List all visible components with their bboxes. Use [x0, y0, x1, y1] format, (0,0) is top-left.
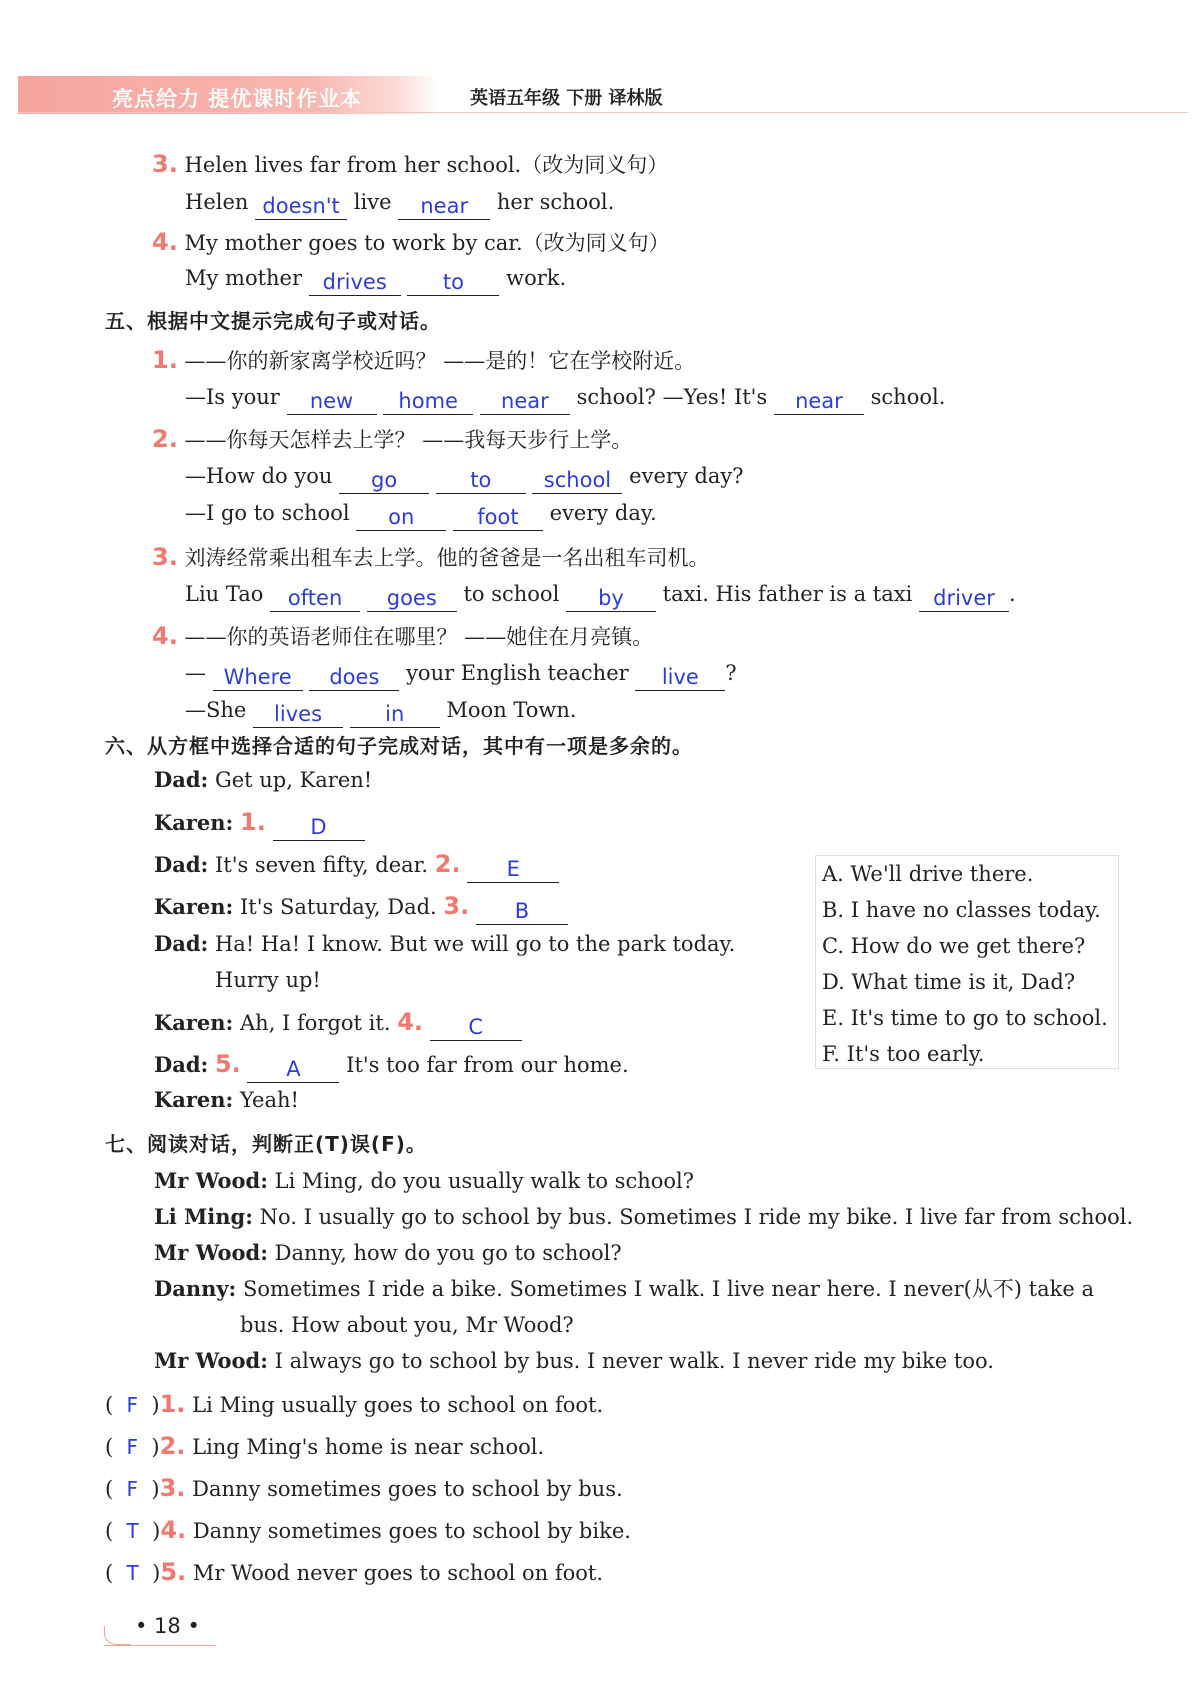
answer-mark: T — [126, 1519, 139, 1543]
text: —How do you — [185, 464, 333, 488]
answer-blank: go — [339, 467, 429, 494]
text: No. I usually go to school by bus. Sometimes I ride my bike. I live far from school. — [259, 1205, 1134, 1229]
reading-line — [154, 1347, 994, 1375]
reading-line-cont: bus. How about you, Mr Wood? — [240, 1313, 574, 1337]
option-c: C. How do we get there? — [822, 934, 1086, 958]
answer-blank: Where — [213, 664, 303, 691]
speaker: Li Ming: — [154, 1204, 253, 1229]
option-b: B. I have no classes today. — [822, 898, 1101, 922]
question-number: 4. — [152, 228, 178, 256]
text: —Is your — [185, 385, 280, 409]
text: It's seven fifty, dear. — [214, 853, 429, 877]
statement: Danny sometimes goes to school by bike. — [192, 1519, 631, 1543]
p5-q2-answer-a — [185, 462, 744, 494]
text: —Yes! It's — [662, 385, 768, 409]
statement: Li Ming usually goes to school on foot. — [192, 1393, 604, 1417]
answer-blank: on — [356, 504, 446, 531]
paren-close: ) — [138, 1561, 161, 1585]
question-text: My mother goes to work by car.（改为同义句） — [184, 231, 670, 255]
text: school. — [870, 385, 946, 409]
question-number: 2. — [159, 1432, 186, 1460]
dialogue-line — [154, 930, 735, 958]
section-6-title: 六、从方框中选择合适的句子完成对话，其中有一项是多余的。 — [105, 734, 693, 758]
text: taxi. His father is a taxi — [662, 582, 913, 606]
speaker: Dad: — [154, 767, 209, 792]
dialogue-line — [154, 808, 365, 841]
answer-mark: F — [126, 1393, 139, 1417]
question-number: 5. — [214, 1050, 241, 1078]
statement: Danny sometimes goes to school by bus. — [192, 1477, 623, 1501]
answer-blank: E — [467, 856, 559, 883]
speaker: Karen: — [154, 810, 234, 835]
text: It's Saturday, Dad. — [240, 895, 437, 919]
answer-blank: D — [273, 814, 365, 841]
answer-blank: home — [383, 388, 473, 415]
answer-mark: T — [126, 1561, 139, 1585]
answer-blank: to — [436, 467, 526, 494]
question-number: 1. — [159, 1390, 186, 1418]
p5-q1-chinese — [152, 346, 695, 375]
text: 刘涛经常乘出租车去上学。他的爸爸是一名出租车司机。 — [184, 546, 710, 570]
dialogue-line — [154, 850, 559, 883]
judgement-item — [105, 1474, 623, 1503]
p5-q3-answer — [185, 580, 1016, 612]
text: school? — [576, 385, 656, 409]
p4-q3-stem — [152, 150, 668, 179]
text: Ha! Ha! I know. But we will go to the park today. — [214, 932, 736, 956]
p5-q4-answer-a — [185, 659, 737, 691]
question-number: 4. — [152, 622, 178, 650]
text: Li Ming, do you usually walk to school? — [274, 1169, 694, 1193]
answer-blank: foot — [453, 504, 543, 531]
section-7-title: 七、阅读对话，判断正(T)误(F)。 — [105, 1132, 427, 1156]
answer-blank: C — [430, 1014, 522, 1041]
text: Get up, Karen! — [214, 768, 373, 792]
option-d: D. What time is it, Dad? — [822, 970, 1076, 994]
speaker: Danny: — [154, 1276, 237, 1301]
text: —She — [185, 698, 247, 722]
text: your English teacher — [406, 661, 629, 685]
text: Yeah! — [240, 1088, 299, 1112]
p5-q4-chinese — [152, 622, 653, 651]
dialogue-line-cont: Hurry up! — [215, 968, 321, 992]
text: ? — [725, 661, 737, 685]
answer-blank: lives — [253, 701, 343, 728]
question-number: 4. — [397, 1008, 424, 1036]
paren-close: ) — [138, 1435, 160, 1459]
text: My mother — [185, 266, 303, 290]
judgement-item — [105, 1516, 631, 1545]
reading-line — [154, 1203, 1133, 1231]
text: —I go to school — [185, 501, 350, 525]
speaker: Mr Wood: — [154, 1168, 268, 1193]
text: Danny, how do you go to school? — [274, 1241, 622, 1265]
answer-blank: near — [398, 193, 490, 220]
text: every day. — [549, 501, 657, 525]
footer-rule — [104, 1645, 216, 1646]
reading-line — [154, 1167, 694, 1195]
paren-open: ( — [105, 1435, 127, 1459]
text: Moon Town. — [446, 698, 577, 722]
text: ——你每天怎样去上学？ ——我每天步行上学。 — [184, 428, 633, 452]
text: I always go to school by bus. I never walk. I never ride my bike too. — [274, 1349, 994, 1373]
text: ——你的新家离学校近吗？ ——是的！它在学校附近。 — [184, 349, 696, 373]
book-info: 英语五年级 下册 译林版 — [470, 88, 663, 109]
dialogue-line — [154, 1086, 299, 1114]
speaker: Karen: — [154, 1010, 234, 1035]
speaker: Dad: — [154, 852, 209, 877]
text: every day? — [629, 464, 744, 488]
dialogue-line — [154, 766, 372, 794]
section-5-title: 五、根据中文提示完成句子或对话。 — [105, 309, 441, 333]
paren-close: ) — [138, 1393, 160, 1417]
text: her school. — [496, 190, 615, 214]
text: It's too far from our home. — [346, 1053, 629, 1077]
answer-blank: driver — [919, 585, 1009, 612]
answer-blank: A — [247, 1056, 339, 1083]
footer-decoration — [104, 1626, 131, 1645]
text: live — [353, 190, 392, 214]
text: Sometimes I ride a bike. Sometimes I walk. I live near here. I never(从不) take a — [243, 1277, 1094, 1301]
question-number: 3. — [152, 150, 178, 178]
question-number: 3. — [152, 543, 178, 571]
answer-blank: school — [532, 467, 622, 494]
speaker: Dad: — [154, 931, 209, 956]
paren-open: ( — [105, 1519, 127, 1543]
p5-q4-answer-b — [185, 696, 577, 728]
answer-blank: to — [407, 269, 499, 296]
question-number: 4. — [160, 1516, 187, 1544]
paren-open: ( — [105, 1561, 127, 1585]
answer-blank: drives — [309, 269, 401, 296]
question-text: Helen lives far from her school.（改为同义句） — [184, 153, 669, 177]
reading-line — [154, 1239, 622, 1267]
statement: Mr Wood never goes to school on foot. — [192, 1561, 604, 1585]
p5-q2-chinese — [152, 425, 632, 454]
option-e: E. It's time to go to school. — [822, 1006, 1108, 1030]
speaker: Karen: — [154, 1087, 234, 1112]
paren-close: ) — [138, 1519, 161, 1543]
answer-blank: new — [287, 388, 377, 415]
p4-q4-answer — [185, 264, 566, 296]
text: work. — [506, 266, 567, 290]
judgement-item — [105, 1558, 603, 1587]
paren-close: ) — [138, 1477, 160, 1501]
answer-blank: by — [566, 585, 656, 612]
text: ——你的英语老师住在哪里？ ——她住在月亮镇。 — [184, 625, 654, 649]
text: Ah, I forgot it. — [240, 1011, 391, 1035]
text: Helen — [185, 190, 249, 214]
page-number: • 18 • — [135, 1614, 200, 1638]
question-number: 2. — [434, 850, 461, 878]
text: . — [1009, 582, 1016, 606]
statement: Ling Ming's home is near school. — [192, 1435, 545, 1459]
question-number: 1. — [152, 346, 178, 374]
speaker: Dad: — [154, 1052, 209, 1077]
judgement-item — [105, 1432, 544, 1461]
answer-blank: often — [270, 585, 360, 612]
question-number: 3. — [443, 892, 470, 920]
answer-blank: near — [774, 388, 864, 415]
answer-mark: F — [126, 1477, 139, 1501]
answer-blank: goes — [367, 585, 457, 612]
p5-q1-answer — [185, 383, 945, 415]
paren-open: ( — [105, 1393, 127, 1417]
answer-blank: in — [350, 701, 440, 728]
answer-blank: doesn't — [255, 193, 347, 220]
dialogue-line — [154, 1050, 629, 1083]
answer-blank: live — [635, 664, 725, 691]
paren-open: ( — [105, 1477, 127, 1501]
p4-q4-stem — [152, 228, 670, 257]
question-number: 5. — [160, 1558, 187, 1586]
answer-blank: B — [476, 898, 568, 925]
speaker: Mr Wood: — [154, 1348, 268, 1373]
speaker: Mr Wood: — [154, 1240, 268, 1265]
question-number: 2. — [152, 425, 178, 453]
answer-blank: near — [480, 388, 570, 415]
judgement-item — [105, 1390, 603, 1419]
option-f: F. It's too early. — [822, 1042, 985, 1066]
dialogue-line — [154, 892, 568, 925]
answer-blank: does — [309, 664, 399, 691]
p5-q2-answer-b — [185, 499, 657, 531]
answer-mark: F — [126, 1435, 139, 1459]
question-number: 3. — [159, 1474, 186, 1502]
dialogue-line — [154, 1008, 522, 1041]
p5-q3-chinese — [152, 543, 710, 572]
p4-q3-answer — [185, 188, 614, 220]
text: — — [185, 661, 206, 685]
text: to school — [463, 582, 560, 606]
question-number: 1. — [240, 808, 266, 836]
text: Liu Tao — [185, 582, 264, 606]
series-title: 亮点给力 提优课时作业本 — [112, 87, 363, 111]
option-a: A. We'll drive there. — [822, 862, 1034, 886]
speaker: Karen: — [154, 894, 234, 919]
reading-line — [154, 1275, 1094, 1303]
